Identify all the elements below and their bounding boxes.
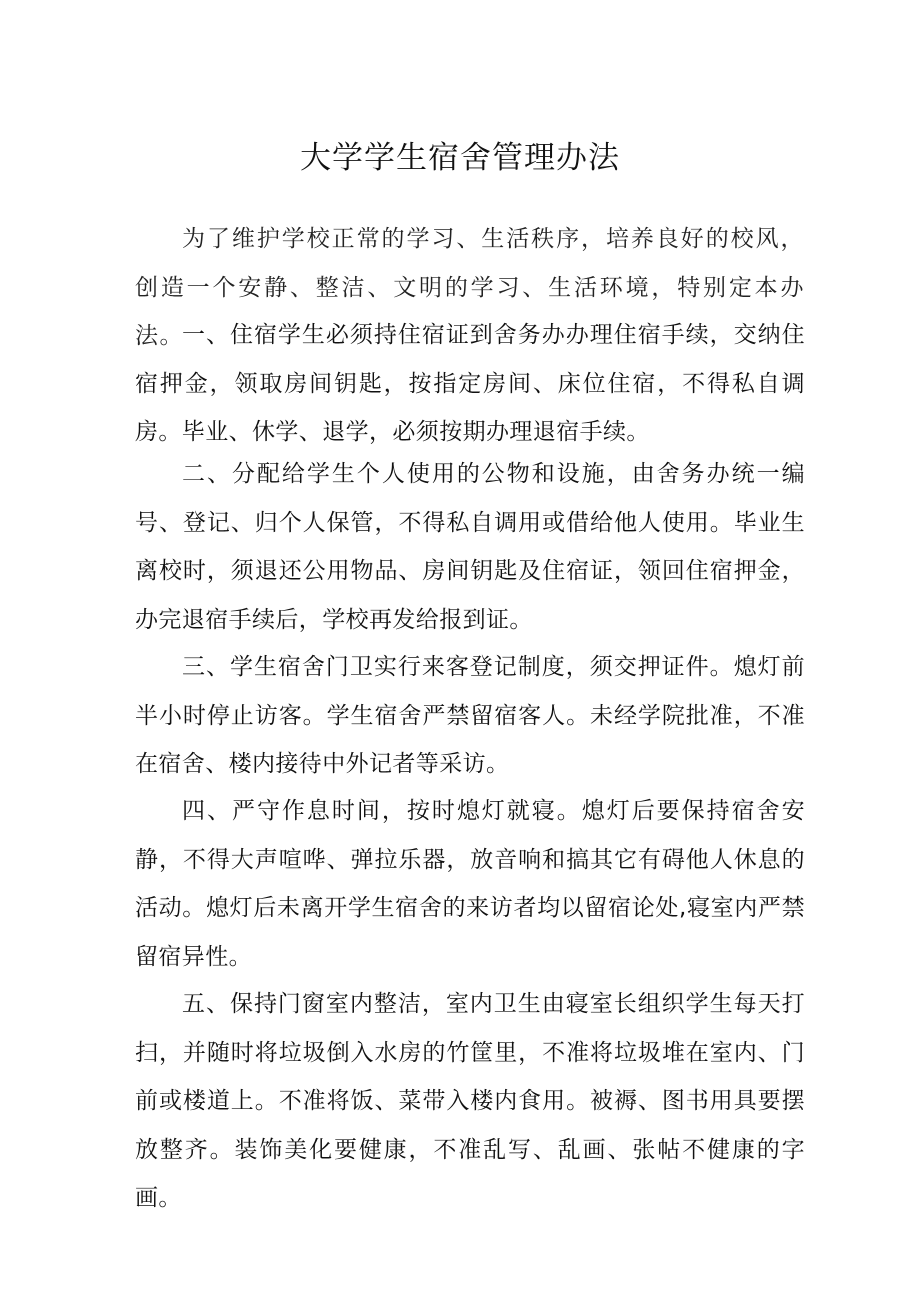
document-title: 大学学生宿舍管理办法 xyxy=(300,140,620,176)
article-4-paragraph: 四、严守作息时间，按时熄灯就寝。熄灯后要保持宿舍安静，不得大声喧哗、弹拉乐器，放音响和搞其它有碍他人休息的活动。熄灯后未离开学生宿舍的来访者均以留宿论处,寝室内严禁留宿异性。 xyxy=(135,798,805,970)
article-1-paragraph: 一、住宿学生必须持住宿证到舍务办办理住宿手续，交纳住宿押金，领取房间钥匙，按指定房间、床位住宿，不得私自调房。毕业、休学、退学，必须按期办理退宿手续。 xyxy=(135,322,805,445)
article-5-paragraph: 五、保持门窗室内整洁，室内卫生由寝室长组织学生每天打扫，并随时将垃圾倒入水房的竹筐里，不准将垃圾堆在室内、门前或楼道上。不准将饭、菜带入楼内食用。被褥、图书用具要摆放整齐。装饰美化要健康，不准乱写、乱画、张帖不健康的字画。 xyxy=(135,991,805,1211)
article-2-paragraph: 二、分配给学生个人使用的公物和设施，由舍务办统一编号、登记、归个人保管，不得私自调用或借给他人使用。毕业生离校时，须退还公用物品、房间钥匙及住宿证，领回住宿押金，办完退宿手续后，学校再发给报到证。 xyxy=(135,461,805,633)
intro-paragraph: 为了维护学校正常的学习、生活秩序，培养良好的校风，创造一个安静、整洁、文明的学习、生活环境，特别定本办法。 xyxy=(135,226,805,349)
article-3-paragraph: 三、学生宿舍门卫实行来客登记制度，须交押证件。熄灯前半小时停止访客。学生宿舍严禁留宿客人。未经学院批准，不准在宿舍、楼内接待中外记者等采访。 xyxy=(135,654,805,777)
